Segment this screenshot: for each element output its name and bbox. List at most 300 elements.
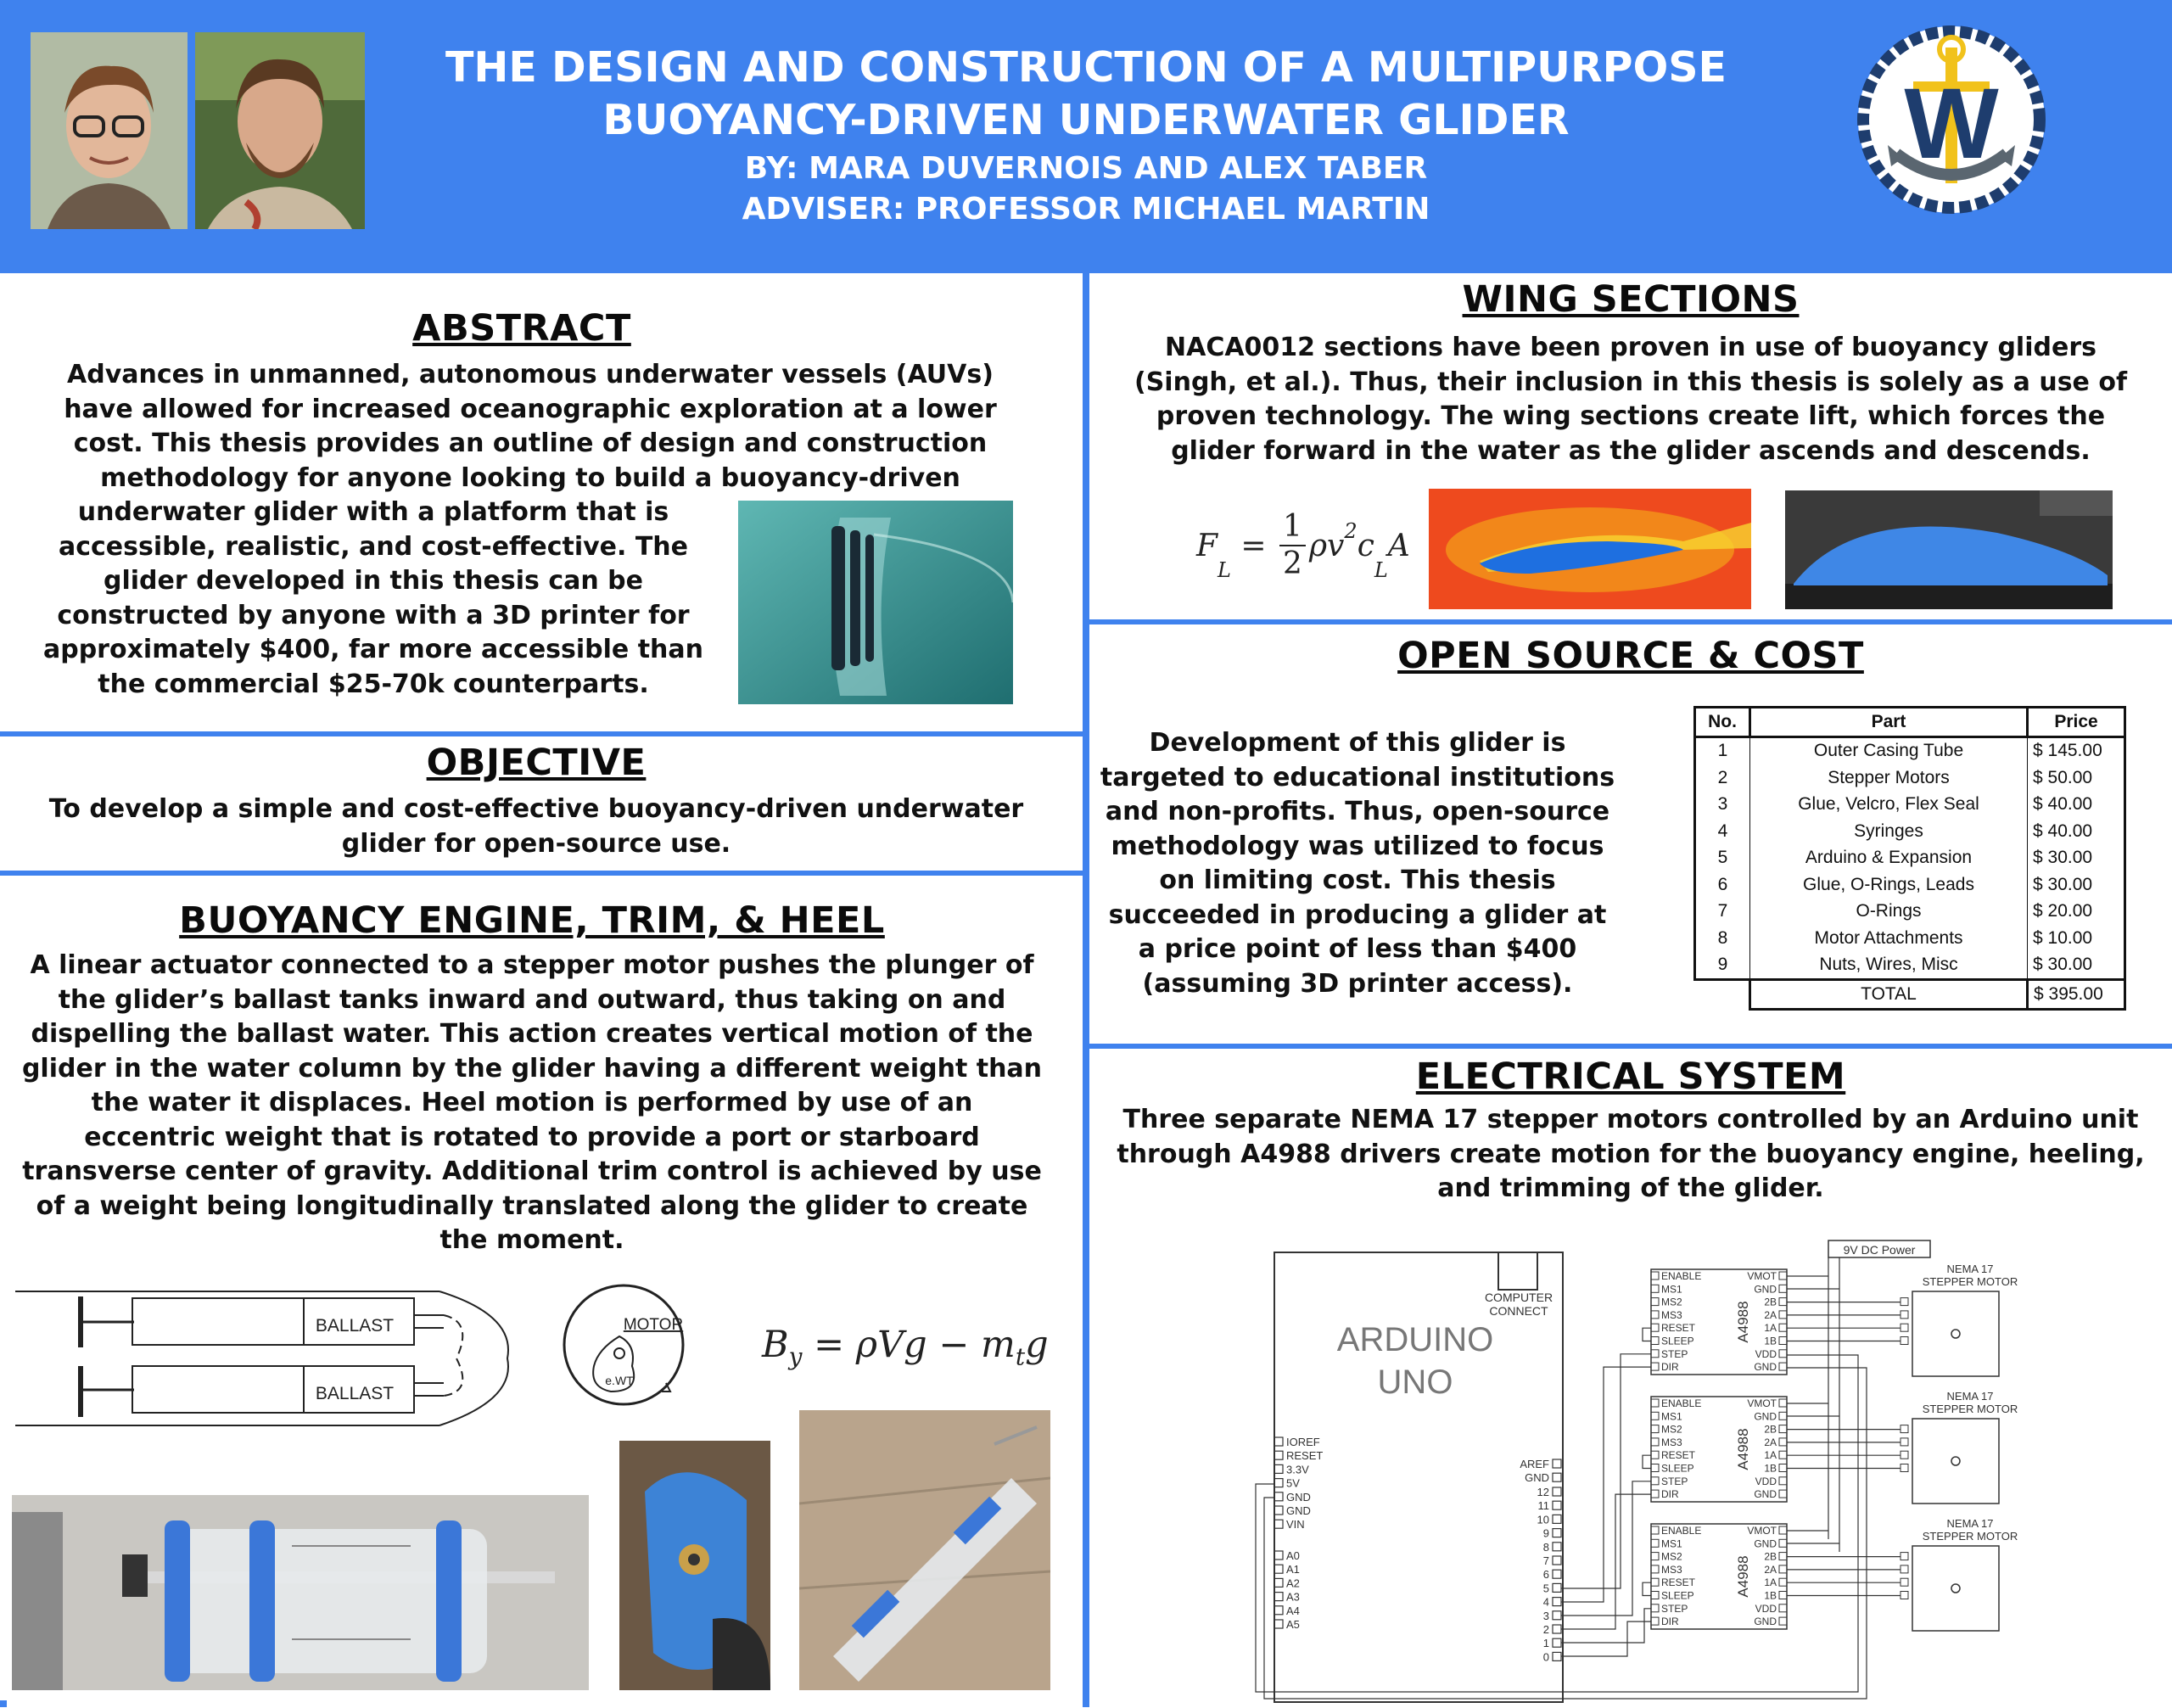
table-row — [1695, 764, 2125, 792]
table-cell-no: 1 — [1695, 736, 1750, 764]
abstract-underwater-photo — [738, 501, 1013, 704]
buoyancy-title: BUOYANCY ENGINE, TRIM, & HEEL — [179, 899, 885, 942]
buoyancy-line: eccentric weight that is rotated to provide a port or starboard — [84, 1122, 980, 1152]
table-cell-part: Glue, Velcro, Flex Seal — [1750, 792, 2028, 819]
arduino-pin-label: 5V — [1286, 1476, 1300, 1490]
eq-by-rhs: = ρVg − m — [802, 1324, 1016, 1366]
arduino-digital-pin — [1553, 1543, 1561, 1551]
arduino-pin — [1274, 1492, 1283, 1501]
table-total-row — [1695, 980, 2125, 1010]
arduino-pin-label: VIN — [1286, 1518, 1305, 1532]
abstract-line: approximately $400, far more accessible than — [42, 635, 704, 664]
driver-pin — [1779, 1438, 1787, 1446]
eq-rho-v: ρv — [1308, 528, 1345, 563]
divider-objective-buoyancy — [0, 871, 1083, 876]
poster-adviser: ADVISER: PROFESSOR MICHAEL MARTIN — [742, 192, 1430, 227]
table-cell-price: $ 30.00 — [2028, 952, 2125, 980]
driver-pin-label: MS3 — [1661, 1436, 1682, 1448]
motor-pin — [1900, 1425, 1908, 1433]
buoyancy-line: transverse center of gravity. Additional trim control is achieved by use — [22, 1156, 1042, 1186]
cost-table — [1693, 706, 2126, 1011]
driver-pin — [1779, 1565, 1787, 1573]
driver-pin-label: ENABLE — [1661, 1270, 1702, 1282]
arduino-pin-label: IOREF — [1286, 1436, 1320, 1448]
arduino-digital-label: 10 — [1537, 1513, 1549, 1526]
driver-pin — [1651, 1412, 1659, 1420]
column-divider — [1083, 273, 1089, 1707]
arduino-pin — [1274, 1437, 1283, 1446]
arduino-digital-pin — [1553, 1487, 1561, 1496]
arduino-analog-label: A2 — [1286, 1576, 1300, 1590]
driver-pin-label: RESET — [1661, 1576, 1696, 1589]
driver-pin — [1779, 1490, 1787, 1498]
eq-mt-subscript: t — [1015, 1342, 1026, 1371]
table-header-no: No. — [1695, 708, 1750, 737]
cost-line: methodology was utilized to focus — [1111, 831, 1604, 861]
driver-pin-label: DIR — [1661, 1488, 1679, 1501]
arduino-digital-pin — [1553, 1515, 1561, 1523]
abstract-line: the commercial $25-70k counterparts. — [98, 669, 649, 699]
abstract-line: accessible, realistic, and cost-effective. The — [58, 531, 689, 562]
driver-pin — [1779, 1272, 1787, 1280]
driver-pin-label: MS3 — [1661, 1308, 1682, 1321]
eq-numerator: 1 — [1279, 509, 1306, 546]
arduino-digital-label: 2 — [1542, 1623, 1549, 1636]
electrical-line: through A4988 drivers create motion for the buoyancy engine, heeling, — [1117, 1139, 2145, 1169]
abstract-line: underwater glider with a platform that is — [77, 497, 669, 527]
stepper-motor-shaft — [1951, 1330, 1960, 1338]
driver-pin — [1779, 1539, 1787, 1547]
table-cell-part: Outer Casing Tube — [1750, 736, 2028, 764]
table-cell-no: 2 — [1695, 764, 1750, 792]
eq-by-g: g — [1025, 1324, 1049, 1366]
arduino-aref-pin — [1553, 1459, 1561, 1468]
buoyancy-line: dispelling the ballast water. This action creates vertical motion of the — [31, 1019, 1033, 1049]
driver-pin — [1779, 1337, 1787, 1345]
eq-exponent: 2 — [1344, 519, 1358, 543]
abstract-text-bottom — [17, 496, 730, 702]
arduino-analog-pin — [1274, 1578, 1283, 1587]
driver-pin — [1651, 1578, 1659, 1586]
table-cell-price: $ 30.00 — [2028, 871, 2125, 899]
driver-pin-label: 2A — [1764, 1563, 1777, 1576]
driver-pin-label: 1B — [1764, 1589, 1777, 1602]
cost-table-grid — [1693, 706, 2126, 1011]
driver-pin — [1651, 1553, 1659, 1560]
buoyancy-equation — [762, 1324, 1049, 1371]
table-header-part: Part — [1750, 708, 2028, 737]
arduino-label-2: UNO — [1377, 1364, 1453, 1401]
arduino-analog-label: A4 — [1286, 1604, 1300, 1617]
table-cell-no: 3 — [1695, 792, 1750, 819]
arduino-pin — [1274, 1451, 1283, 1459]
step-wire — [1561, 1354, 1651, 1588]
weight-label: e.WT — [605, 1374, 634, 1387]
computer-connect-label-1: COMPUTER — [1484, 1291, 1553, 1304]
step-wire — [1561, 1481, 1651, 1616]
arduino-digital-label: 1 — [1542, 1637, 1549, 1650]
driver-pin-label: DIR — [1661, 1361, 1679, 1374]
table-cell-part: Nuts, Wires, Misc — [1750, 952, 2028, 980]
electrical-line: Three separate NEMA 17 stepper motors controlled by an Arduino unit — [1122, 1105, 2139, 1134]
table-cell-no: 9 — [1695, 952, 1750, 980]
driver-pin-label: MS1 — [1661, 1537, 1682, 1550]
motor-pin — [1900, 1565, 1908, 1573]
arduino-pin-label: RESET — [1286, 1449, 1324, 1463]
driver-pin-label: GND — [1754, 1283, 1777, 1296]
eq-by-symbol: B — [762, 1324, 789, 1366]
driver-pin-label: DIR — [1661, 1616, 1679, 1628]
driver-pin-label: 2B — [1764, 1423, 1777, 1436]
arduino-pin-label: GND — [1286, 1504, 1311, 1517]
driver-pin — [1779, 1399, 1787, 1407]
arduino-analog-pin — [1274, 1593, 1283, 1601]
motor-pin — [1900, 1464, 1908, 1472]
driver-pin — [1651, 1490, 1659, 1498]
wing-text — [1089, 331, 2172, 468]
driver-pin-label: 1A — [1764, 1449, 1777, 1462]
divider-cost-electrical — [1089, 1044, 2172, 1049]
driver-pin-label: GND — [1754, 1488, 1777, 1501]
abstract-line: Advances in unmanned, autonomous underwater vessels (AUVs) — [67, 360, 994, 389]
motor-label: MOTOR — [623, 1316, 684, 1334]
arduino-digital-label: 4 — [1542, 1595, 1549, 1609]
driver-pin-label: 2B — [1764, 1550, 1777, 1563]
stepper-motor-shaft — [1951, 1584, 1960, 1593]
abstract-text-top — [17, 358, 1044, 496]
dir-wire — [1561, 1621, 1651, 1656]
motor-pin — [1900, 1298, 1908, 1306]
objective-line: glider for open-source use. — [341, 828, 731, 859]
driver-pin — [1779, 1526, 1787, 1534]
motor-label-1: NEMA 17 — [1946, 1263, 1994, 1275]
divider-wing-cost — [1089, 619, 2172, 624]
cost-table-body — [1695, 736, 2125, 1009]
wing-line: glider forward in the water as the glider ascends and descends. — [1171, 435, 2091, 466]
driver-pin — [1651, 1477, 1659, 1485]
arduino-digital-label: 0 — [1542, 1650, 1549, 1664]
table-cell-price: $ 20.00 — [2028, 899, 2125, 926]
motor-pin — [1900, 1451, 1908, 1459]
eq-cl-subscript: L — [1374, 558, 1388, 582]
driver-pin — [1779, 1350, 1787, 1358]
table-cell-price: $ 40.00 — [2028, 818, 2125, 845]
driver-pin — [1651, 1592, 1659, 1599]
power-label: 9V DC Power — [1843, 1243, 1916, 1257]
driver-pin-label: SLEEP — [1661, 1335, 1694, 1347]
stepper-motor-body — [1912, 1291, 1999, 1376]
ballast-label-bottom: BALLAST — [315, 1384, 395, 1403]
driver-pin-label: MS3 — [1661, 1563, 1682, 1576]
abstract-title: ABSTRACT — [412, 307, 631, 350]
arduino-digital-pin — [1553, 1583, 1561, 1592]
logo-letter: W — [1904, 68, 1999, 180]
motor-label-2: STEPPER MOTOR — [1922, 1403, 2018, 1415]
driver-pin — [1651, 1350, 1659, 1358]
arduino-analog-label: A5 — [1286, 1618, 1300, 1631]
driver-pin-label: 1B — [1764, 1335, 1777, 1347]
wiring-schematic — [1230, 1234, 2079, 1705]
driver-pin — [1651, 1539, 1659, 1547]
arduino-digital-label: 3 — [1542, 1609, 1549, 1622]
driver-pin-label: GND — [1754, 1537, 1777, 1550]
driver-pin — [1779, 1451, 1787, 1459]
syringe-bundle-photo — [799, 1410, 1050, 1690]
table-total-value: $ 395.00 — [2028, 980, 2125, 1010]
electrical-title: ELECTRICAL SYSTEM — [1415, 1056, 1846, 1098]
motor-label-2: STEPPER MOTOR — [1922, 1275, 2018, 1288]
cost-line: on limiting cost. This thesis — [1159, 865, 1556, 895]
eq-by-subscript: y — [788, 1342, 803, 1371]
arduino-digital-label: 5 — [1542, 1582, 1549, 1595]
arduino-analog-pin — [1274, 1606, 1283, 1615]
buoyancy-line: the moment. — [439, 1225, 624, 1255]
table-cell-no: 8 — [1695, 925, 1750, 952]
dir-wire — [1561, 1367, 1651, 1602]
motor-label-1: NEMA 17 — [1946, 1517, 1994, 1530]
table-cell-part: Stepper Motors — [1750, 764, 2028, 792]
driver-pin — [1779, 1324, 1787, 1331]
a4988-driver-label: A4988 — [1735, 1428, 1751, 1470]
eq-area: A — [1387, 528, 1410, 563]
driver-pin-label: VMOT — [1747, 1397, 1777, 1409]
arduino-analog-label: A0 — [1286, 1549, 1300, 1562]
arduino-board — [1274, 1252, 1563, 1702]
arduino-digital-pin — [1553, 1652, 1561, 1660]
driver-pin — [1779, 1464, 1787, 1472]
dir-wire — [1561, 1494, 1651, 1629]
table-row — [1695, 899, 2125, 926]
driver-pin — [1779, 1311, 1787, 1319]
driver-pin-label: MS2 — [1661, 1423, 1682, 1436]
driver-pin-label: 1A — [1764, 1322, 1777, 1335]
objective-text — [8, 792, 1064, 861]
motor-label-2: STEPPER MOTOR — [1922, 1530, 2018, 1543]
abstract-line: have allowed for increased oceanographic exploration at a lower — [64, 394, 997, 424]
arduino-digital-label: 7 — [1542, 1554, 1549, 1567]
table-row — [1695, 925, 2125, 952]
driver-pin-label: VMOT — [1747, 1525, 1777, 1537]
table-cell-part: O-Rings — [1750, 899, 2028, 926]
driver-pin — [1651, 1565, 1659, 1573]
motor-pin — [1900, 1438, 1908, 1446]
driver-pin — [1651, 1604, 1659, 1612]
wing-title: WING SECTIONS — [1462, 278, 1800, 321]
driver-pin — [1779, 1604, 1787, 1612]
driver-pin-label: 1B — [1764, 1462, 1777, 1475]
arduino-digital-pin — [1553, 1598, 1561, 1606]
table-cell-no: 6 — [1695, 871, 1750, 899]
table-header-price: Price — [2028, 708, 2125, 737]
cost-line: a price point of less than $400 — [1138, 934, 1577, 964]
arduino-pin-label: 3.3V — [1286, 1463, 1309, 1476]
arduino-digital-label: 11 — [1537, 1499, 1549, 1513]
arduino-analog-pin — [1274, 1620, 1283, 1628]
driver-pin — [1651, 1363, 1659, 1370]
buoyancy-line: A linear actuator connected to a stepper motor pushes the plunger of — [30, 950, 1034, 980]
cost-line: succeeded in producing a glider at — [1108, 899, 1607, 930]
driver-pin — [1779, 1285, 1787, 1292]
driver-pin — [1779, 1578, 1787, 1586]
driver-pin-label: MS1 — [1661, 1410, 1682, 1423]
table-row — [1695, 845, 2125, 872]
poster-title-line1: THE DESIGN AND CONSTRUCTION OF A MULTIPURPOSE — [445, 43, 1727, 92]
driver-pin-label: MS1 — [1661, 1283, 1682, 1296]
university-logo — [1854, 22, 2049, 217]
table-row — [1695, 736, 2125, 764]
arduino-digital-pin — [1553, 1570, 1561, 1578]
buoyancy-line: the glider’s ballast tanks inward and outward, thus taking on and — [58, 984, 1006, 1015]
arduino-pin-label: GND — [1286, 1490, 1311, 1504]
driver-pin-label: 2B — [1764, 1296, 1777, 1308]
reset-sleep-jumper — [1643, 1582, 1651, 1595]
table-cell-part: Arduino & Expansion — [1750, 845, 2028, 872]
eq-c: c — [1357, 528, 1374, 563]
driver-pin — [1779, 1592, 1787, 1599]
driver-pin-label: STEP — [1661, 1475, 1688, 1487]
arduino-analog-pin — [1274, 1565, 1283, 1573]
driver-pin-label: ENABLE — [1661, 1525, 1702, 1537]
ballast-tank-diagram — [15, 1281, 516, 1434]
electrical-text — [1089, 1103, 2172, 1207]
wiring-schematic-svg — [1230, 1234, 2079, 1705]
arduino-pin — [1274, 1520, 1283, 1528]
ballast-label-top: BALLAST — [315, 1316, 395, 1336]
driver-pin — [1651, 1298, 1659, 1306]
table-cell-part: Syringes — [1750, 818, 2028, 845]
driver-pin-label: STEP — [1661, 1347, 1688, 1360]
objective-title: OBJECTIVE — [426, 742, 647, 784]
abstract-line: constructed by anyone with a 3D printer for — [57, 600, 690, 630]
arduino-digital-pin — [1553, 1638, 1561, 1647]
driver-pin-label: MS2 — [1661, 1296, 1682, 1308]
driver-pin-label: 2A — [1764, 1308, 1777, 1321]
stepper-motor-body — [1912, 1419, 1999, 1504]
driver-pin — [1651, 1399, 1659, 1407]
arduino-pin — [1274, 1464, 1283, 1473]
poster-title-line2: BUOYANCY-DRIVEN UNDERWATER GLIDER — [602, 96, 1570, 144]
driver-pin-label: SLEEP — [1661, 1462, 1694, 1475]
author-photo-alex — [195, 32, 365, 229]
table-cell-price: $ 30.00 — [2028, 845, 2125, 872]
driver-pin — [1651, 1526, 1659, 1534]
wing-line: proven technology. The wing sections create lift, which forces the — [1156, 401, 2106, 431]
table-cell-part: Glue, O-Rings, Leads — [1750, 871, 2028, 899]
author-photo-mara — [31, 32, 188, 229]
eq-fl-subscript: L — [1217, 558, 1231, 582]
arduino-pin — [1274, 1479, 1283, 1487]
syringe-assembly-photo — [12, 1495, 589, 1690]
driver-pin — [1779, 1553, 1787, 1560]
arduino-aref-label: AREF — [1520, 1458, 1549, 1470]
cost-line: targeted to educational institutions — [1100, 762, 1615, 792]
divider-abstract-objective — [0, 731, 1083, 736]
abstract-line: glider developed in this thesis can be — [104, 566, 643, 596]
driver-pin — [1651, 1451, 1659, 1459]
driver-pin-label: 2A — [1764, 1436, 1777, 1448]
step-wire — [1561, 1609, 1651, 1643]
poster-header — [0, 0, 2172, 273]
a4988-driver-label: A4988 — [1735, 1555, 1751, 1598]
driver-pin-label: STEP — [1661, 1602, 1688, 1615]
driver-pin-label: VDD — [1755, 1602, 1777, 1615]
cost-text — [1094, 726, 1621, 1001]
driver-pin-label: VDD — [1755, 1475, 1777, 1487]
arduino-digital-pin — [1553, 1529, 1561, 1537]
bottom-border-left — [0, 1700, 7, 1707]
heel-motor-diagram — [560, 1273, 687, 1417]
motor-mount-photo — [619, 1441, 770, 1690]
driver-pin — [1779, 1363, 1787, 1370]
driver-pin-label: RESET — [1661, 1449, 1696, 1462]
abstract-line: cost. This thesis provides an outline of design and construction — [73, 428, 988, 458]
arduino-digital-label: 9 — [1542, 1526, 1549, 1540]
buoyancy-line: the water it displaces. Heel motion is performed by use of an — [91, 1088, 973, 1117]
driver-pin-label: GND — [1754, 1410, 1777, 1423]
arduino-analog-label: A1 — [1286, 1563, 1300, 1576]
eq-fraction — [1279, 509, 1306, 582]
table-cell-price: $ 50.00 — [2028, 764, 2125, 792]
driver-pin — [1651, 1464, 1659, 1472]
eq-denominator: 2 — [1282, 546, 1302, 581]
abstract-line: methodology for anyone looking to build a buoyancy-driven — [100, 462, 960, 493]
arduino-digital-pin — [1553, 1611, 1561, 1620]
driver-pin — [1651, 1311, 1659, 1319]
cost-line: Development of this glider is — [1149, 728, 1566, 758]
usb-port — [1498, 1252, 1537, 1290]
arduino-analog-pin — [1274, 1551, 1283, 1560]
driver-pin-label: VDD — [1755, 1347, 1777, 1360]
table-header-row — [1695, 708, 2125, 737]
cost-title: OPEN SOURCE & COST — [1397, 635, 1864, 677]
driver-pin-label: 1A — [1764, 1576, 1777, 1589]
arduino-digital-pin — [1553, 1501, 1561, 1509]
table-cell-no: 5 — [1695, 845, 1750, 872]
objective-line: To develop a simple and cost-effective buoyancy-driven underwater — [48, 794, 1024, 824]
arduino-analog-label: A3 — [1286, 1590, 1300, 1604]
motor-pin — [1900, 1592, 1908, 1599]
poster-authors: BY: MARA DUVERNOIS AND ALEX TABER — [744, 151, 1428, 186]
cost-line: (assuming 3D printer access). — [1142, 968, 1573, 999]
arduino-digital-pin — [1553, 1556, 1561, 1565]
table-cell-price: $ 145.00 — [2028, 736, 2125, 764]
table-row — [1695, 952, 2125, 980]
table-cell-no: 4 — [1695, 818, 1750, 845]
reset-sleep-jumper — [1643, 1328, 1651, 1341]
driver-pin-label: ENABLE — [1661, 1397, 1702, 1409]
table-total-spacer — [1695, 980, 1750, 1010]
motor-pin — [1900, 1324, 1908, 1331]
driver-pin — [1651, 1438, 1659, 1446]
arduino-digital-label: 8 — [1542, 1540, 1549, 1554]
table-row — [1695, 818, 2125, 845]
driver-pin-label: VMOT — [1747, 1270, 1777, 1282]
table-total-label: TOTAL — [1750, 980, 2028, 1010]
driver-pin-label: RESET — [1661, 1322, 1696, 1335]
arduino-label-1: ARDUINO — [1336, 1321, 1494, 1358]
driver-pin — [1651, 1337, 1659, 1345]
table-row — [1695, 792, 2125, 819]
wing-line: (Singh, et al.). Thus, their inclusion in this thesis is solely as a use of — [1134, 367, 2127, 397]
wing-line: NACA0012 sections have been proven in use of buoyancy gliders — [1165, 333, 2096, 362]
eq-fl-equals: = — [1230, 528, 1276, 563]
driver-pin-label: SLEEP — [1661, 1589, 1694, 1602]
driver-pin — [1651, 1324, 1659, 1331]
driver-pin — [1779, 1617, 1787, 1625]
a4988-driver-label: A4988 — [1735, 1301, 1751, 1343]
table-cell-price: $ 10.00 — [2028, 925, 2125, 952]
stepper-motor-body — [1912, 1546, 1999, 1631]
